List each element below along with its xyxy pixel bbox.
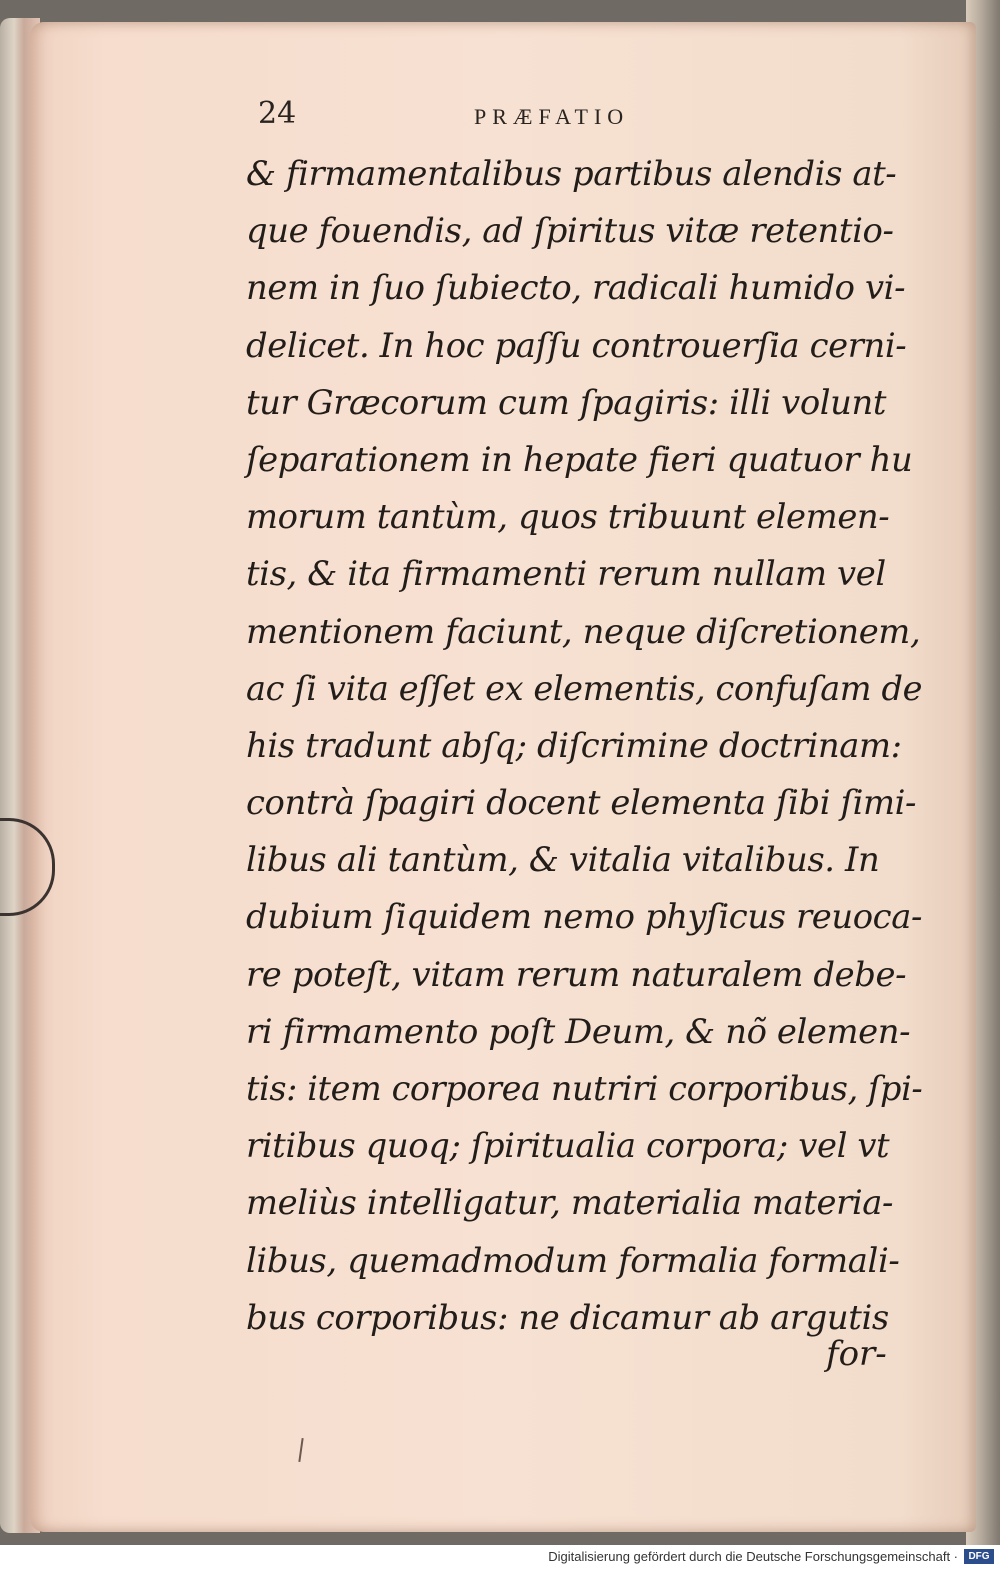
- text-line: tis, & ita firmamenti rerum nullam vel: [246, 554, 886, 595]
- text-line: ſeparationem in hepate fieri quatuor hu: [246, 439, 913, 480]
- text-line: libus, quemadmodum formalia formali-: [246, 1240, 900, 1281]
- footer-bar: [0, 1545, 1000, 1569]
- text-line: bus corporibus: ne dicamur ab argutis: [246, 1297, 889, 1338]
- text-line: morum tantùm, quos tribuunt elemen-: [246, 497, 890, 538]
- text-line: nem in ſuo ſubiecto, radicali humido vi-: [246, 268, 906, 309]
- page-number: 24: [258, 96, 297, 131]
- text-line: tur Græcorum cum ſpagiris: illi volunt: [246, 382, 887, 423]
- dfg-logo: DFG: [964, 1549, 994, 1564]
- running-head-title: PRÆFATIO: [474, 104, 630, 129]
- text-line: re poteſt, vitam rerum naturalem debe-: [246, 954, 907, 995]
- text-line: contrà ſpagiri docent elementa ſibi ſimi-: [246, 783, 917, 824]
- text-line: libus ali tantùm, & vitalia vitalibus. In: [246, 840, 880, 881]
- text-line: ac ſi vita eſſet ex elementis, confuſam de: [246, 668, 923, 709]
- text-line: ri firmamento poſt Deum, & nõ elemen-: [246, 1011, 911, 1052]
- body-text: [246, 146, 926, 1347]
- text-line: que fouendis, ad ſpiritus vitæ retentio-: [246, 211, 894, 252]
- catchword: for-: [826, 1334, 887, 1374]
- text-line: ritibus quoq; ſpiritualia corpora; vel vt: [246, 1126, 890, 1167]
- text-line: meliùs intelligatur, materialia materia-: [246, 1183, 894, 1224]
- funding-credit: Digitalisierung gefördert durch die Deutsche Forschungsgemeinschaft ·: [548, 1549, 958, 1564]
- running-head: [258, 96, 718, 140]
- text-line: his tradunt abſq; diſcrimine doctrinam:: [246, 725, 902, 766]
- text-line: tis: item corporea nutriri corporibus, ſpi-: [246, 1069, 923, 1109]
- text-line: mentionem faciunt, neque diſcretionem,: [246, 611, 921, 652]
- text-line: & firmamentalibus partibus alendis at-: [246, 154, 897, 194]
- text-line: dubium ſiquidem nemo phyſicus reuoca-: [246, 897, 922, 938]
- text-line: delicet. In hoc paſſu controuerſia cerni-: [246, 325, 907, 366]
